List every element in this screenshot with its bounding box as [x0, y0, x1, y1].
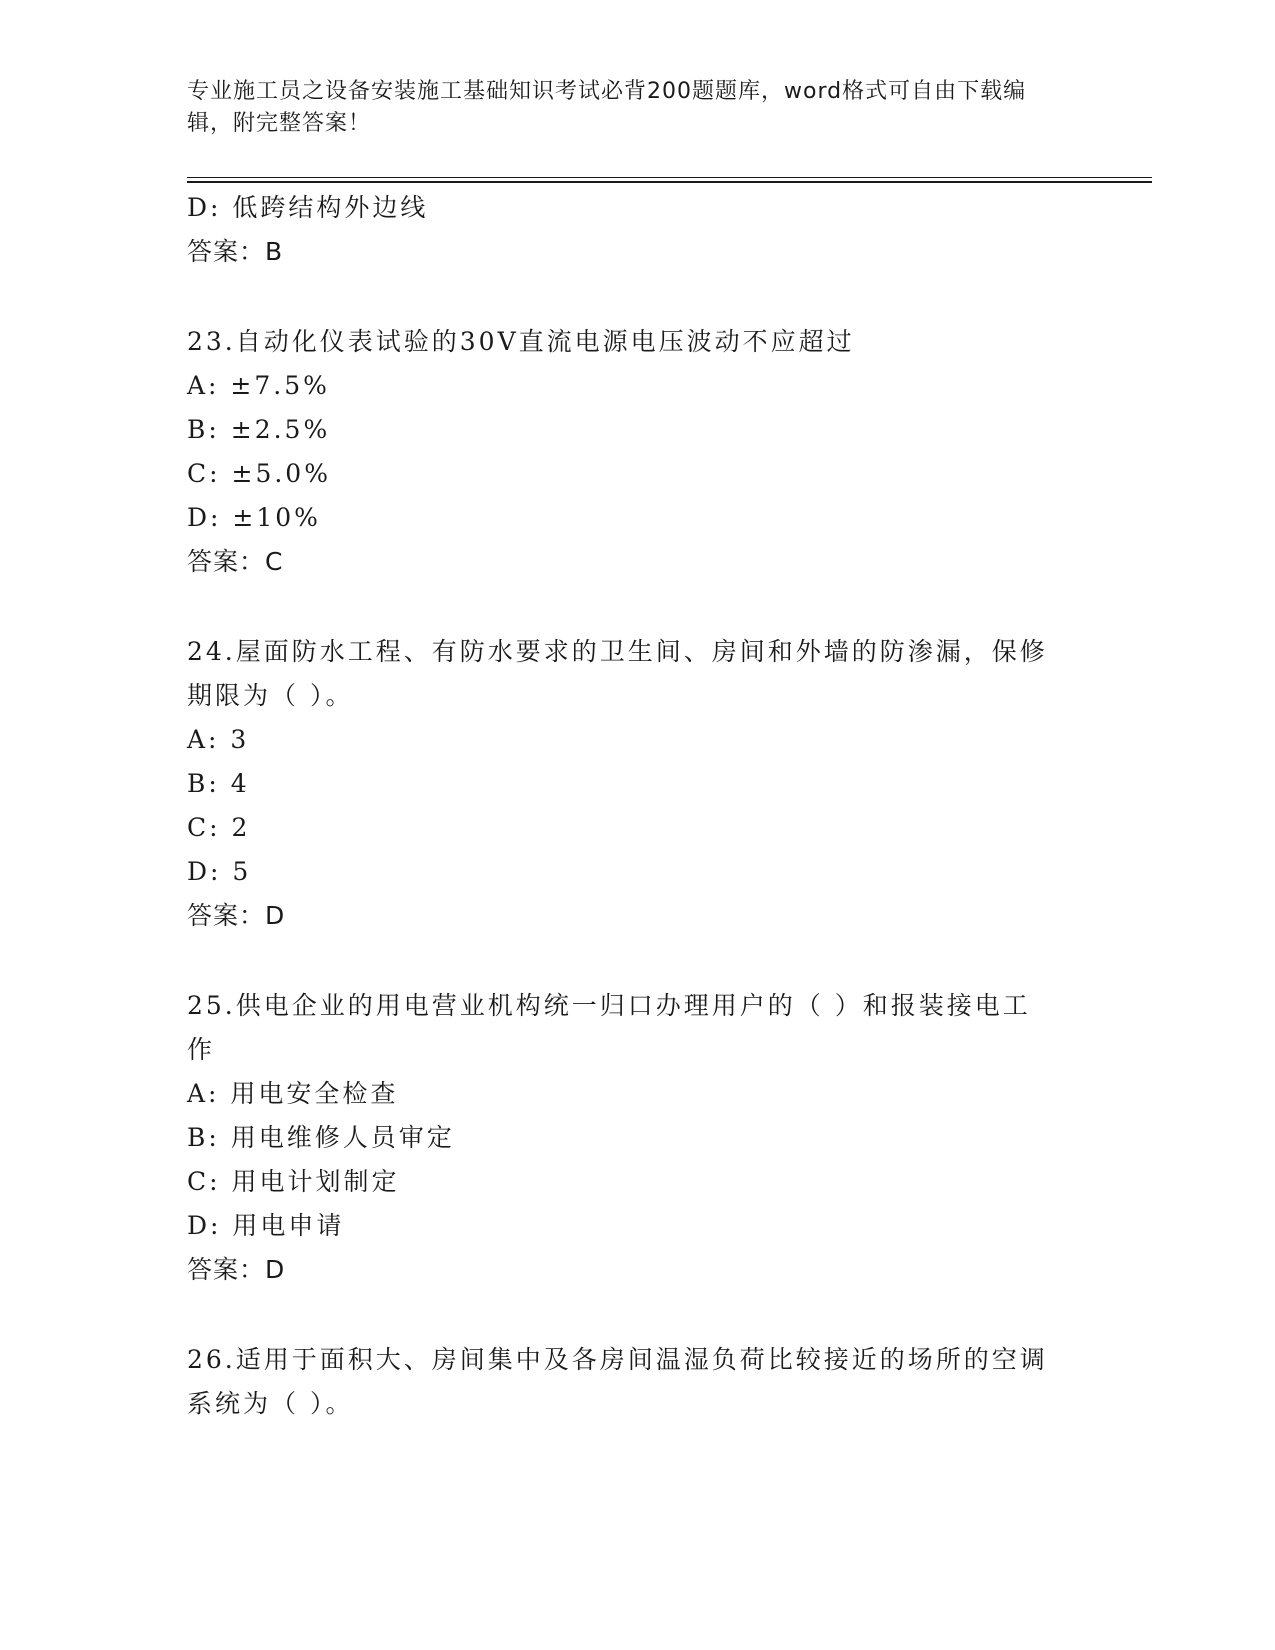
header-divider-thick	[187, 181, 1152, 183]
question-stem-continued: 作	[187, 1035, 216, 1064]
answer-label: 答案：D	[187, 901, 286, 930]
option-c: C: ±5.0%	[187, 459, 331, 488]
option-d: D: 用电申请	[187, 1211, 345, 1240]
question-stem: 26.适用于面积大、房间集中及各房间温湿负荷比较接近的场所的空调	[187, 1345, 1048, 1374]
question-stem: 23.自动化仪表试验的30V直流电源电压波动不应超过	[187, 327, 855, 356]
option-a: A: ±7.5%	[187, 371, 330, 400]
document-header: 专业施工员之设备安装施工基础知识考试必背200题题库，word格式可自由下载编辑，附完整答案！	[187, 79, 1027, 136]
option-a: A: 3	[187, 725, 250, 754]
question-stem-continued: 系统为（ ）。	[187, 1389, 354, 1418]
option-d: D: 低跨结构外边线	[187, 193, 429, 222]
question-stem: 25.供电企业的用电营业机构统一归口办理用户的（ ）和报装接电工	[187, 991, 1031, 1020]
option-a: A: 用电安全检查	[187, 1079, 399, 1108]
option-b: B: 4	[187, 769, 250, 798]
option-c: C: 2	[187, 813, 251, 842]
option-d: D: ±10%	[187, 503, 321, 532]
question-stem: 24.屋面防水工程、有防水要求的卫生间、房间和外墙的防渗漏，保修	[187, 637, 1048, 666]
answer-label: 答案：D	[187, 1255, 286, 1284]
header-divider-thin	[187, 177, 1152, 178]
answer-label: 答案：B	[187, 237, 284, 266]
option-c: C: 用电计划制定	[187, 1167, 400, 1196]
option-b: B: ±2.5%	[187, 415, 331, 444]
question-stem-continued: 期限为（ ）。	[187, 681, 354, 710]
option-b: B: 用电维修人员审定	[187, 1123, 455, 1152]
answer-label: 答案：C	[187, 547, 284, 576]
option-d: D: 5	[187, 857, 252, 886]
